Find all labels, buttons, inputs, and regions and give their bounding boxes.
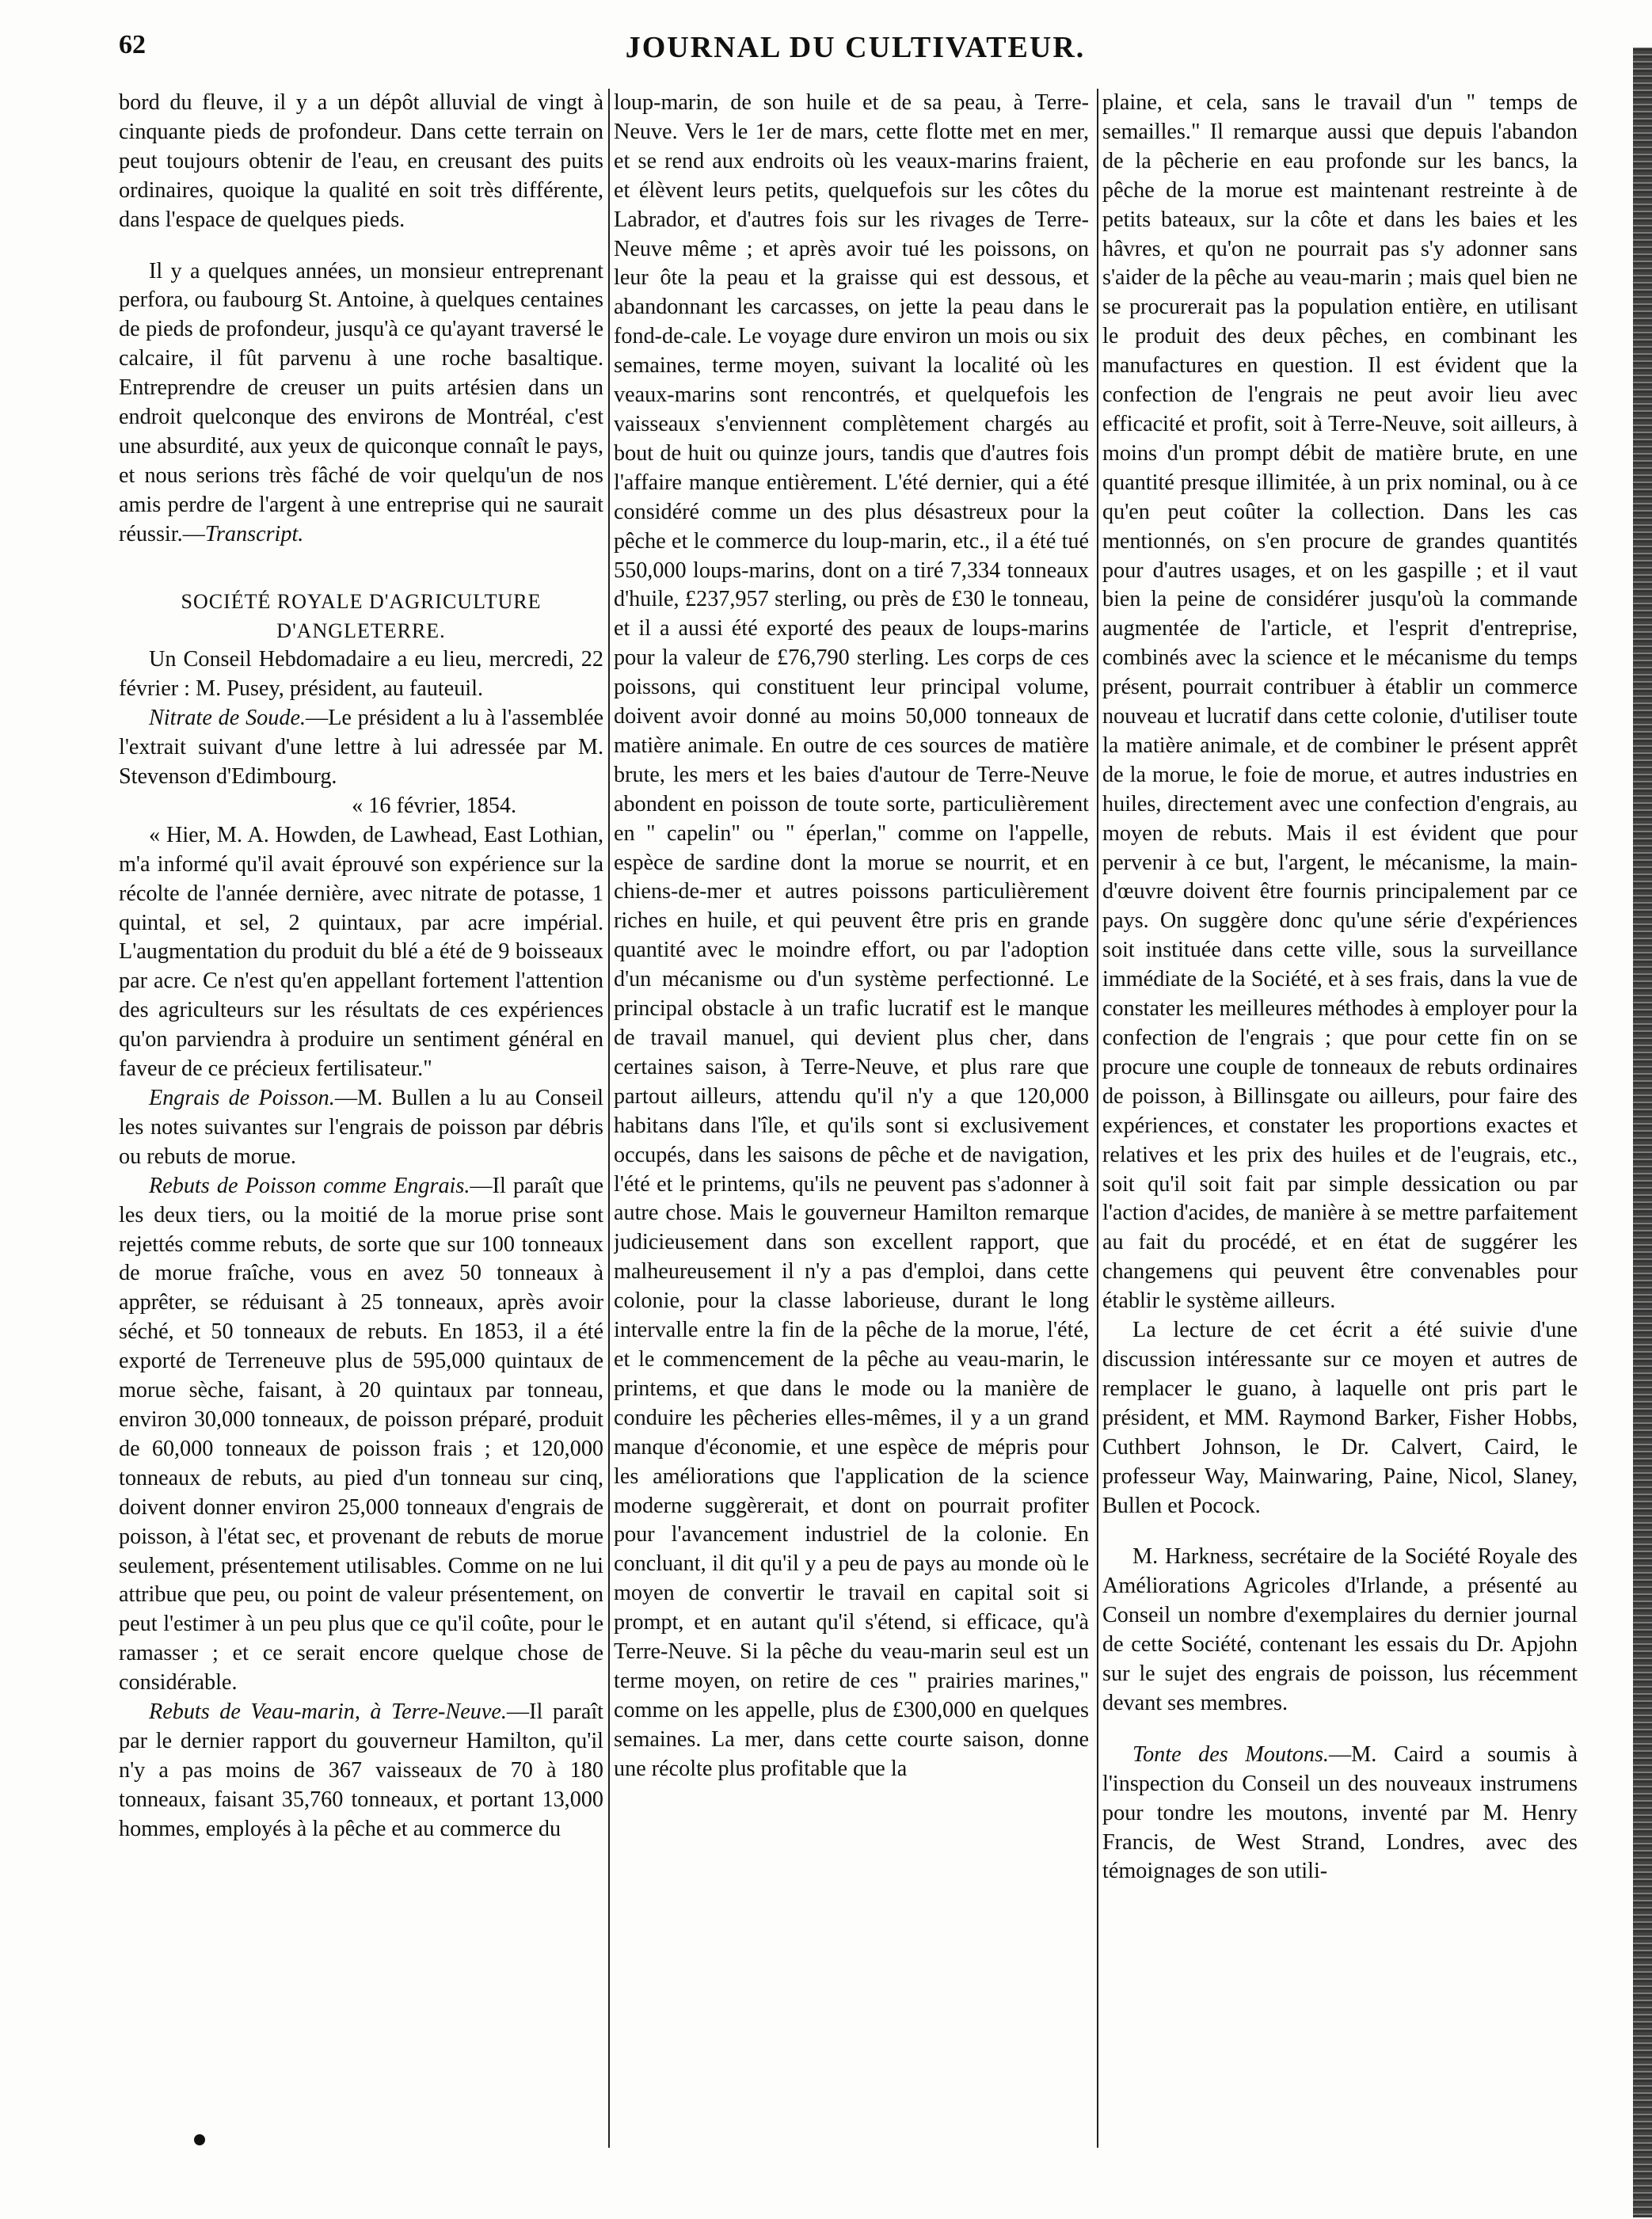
source-attribution: Transcript.	[204, 521, 304, 546]
subsection-title: Rebuts de Poisson comme Engrais.	[149, 1173, 470, 1198]
text-column-3	[1102, 89, 1578, 2164]
page-number: 62	[119, 30, 146, 59]
ink-blot	[194, 2134, 205, 2145]
section-title: D'ANGLETERRE.	[276, 619, 446, 642]
journal-title: JOURNAL DU CULTIVATEUR.	[625, 31, 1086, 64]
column-divider	[1097, 89, 1098, 2148]
letter-date: « 16 février, 1854.	[352, 793, 516, 818]
paragraph-text: —Le président a lu à l'assemblée l'extrait suivant d'une lettre à lui adressée par M. Stevenson d'Edimbourg.	[119, 706, 603, 790]
subsection-title: Nitrate de Soude.	[149, 706, 306, 731]
paragraph-text: Il y a quelques années, un monsieur entreprenant perfora, ou faubourg St. Antoine, à quelques centaines de pieds de profondeur, jusqu'à ce qu'ayant traversé le calcaire, il fût parvenu à une roche basaltique. Entreprendre de creuser un puits artésien dans un endroit quelconque des environs de Montréal, c'est une absurdité, aux yeux de quiconque connaît le pays, et nous serions très fâché de voir quelqu'un de nos amis perdre de l'argent à une entreprise qui ne saurait réussir.—	[119, 258, 603, 546]
paragraph: bord du fleuve, il y a un dépôt alluvial de vingt à cinquante pieds de profondeur. Dans cette terrain on peut toujours obtenir de l'eau, en creusant des puits ordinaires, quoique la qualité en soit très différente, dans l'espace de quelques pieds.	[119, 90, 603, 232]
paragraph	[119, 1698, 603, 1844]
page-edge-shadow	[1633, 48, 1652, 2217]
paragraph	[1102, 1741, 1578, 1887]
paragraph: loup-marin, de son huile et de sa peau, à Terre-Neuve. Vers le 1er de mars, cette flotte met en mer, et se rend aux endroits où les veaux-marins fraient, et élèvent leurs petits, quelquefois sur les côtes du Labrador, et d'autres fois sur les rivages de Terre-Neuve même ; et après avoir tué les poissons, on leur ôte la peau et la graisse qui est dessous, et abandonnant les carcasses, on jette la peau dans le fond-de-cale. Le voyage dure environ un mois ou six semaines, terme moyen, suivant la localité où les veaux-marins sont rencontrés, et quelquefois les vaisseaux s'enviennent complètement chargés au bout de huit ou quinze jours, tandis que d'autres fois l'affaire manque entièrement. L'été dernier, qui a été considéré comme un des plus désastreux pour la pêche et le commerce du loup-marin, etc., il a été tué 550,000 loups-marins, dont on a tiré 7,334 tonneaux d'huile, £237,957 sterling, ou près de £30 le tonneau, et il a aussi été exporté des peaux de loups-marins pour la valeur de £76,790 sterling. Les corps de ces poissons, qui constituent leur principal volume, doivent avoir donné au moins 50,000 tonneaux de matière animale. En outre de ces sources de matière brute, les mers et les baies d'autour de Terre-Neuve abondent en poisson de toute sorte, particulièrement en " capelin" ou " éperlan," comme on l'appelle, espèce de sardine dont la morue se nourrit, et en chiens-de-mer et autres poissons particulièrement riches en huile, et qui peuvent être pris en grande quantité avec le moindre effort, ou par l'adoption d'un mécanisme ou d'un système perfectionné. Le principal obstacle à un trafic lucratif est le manque de travail manuel, qui devient plus cher, dans certaines saison, à Terre-Neuve, et plus rare que partout ailleurs, attendu qu'il n'y a que 120,000 habitans dans l'île, et qu'ils sont si exclusivement occupés, dans les saisons de pêche et de navigation, l'été et le printems, qu'ils ne peuvent pas s'adonner à autre chose. Mais le gouverneur Hamilton remarque judicieusement dans son excellent rapport, que malheureusement il n'y a pas d'emploi, dans cette colonie, pour la classe laborieuse, durant le long intervalle entre la fin de la pêche de la morue, l'été, et le commencement de la pêche au veau-marin, le printems, et que dans le mode ou la manière de conduire les pêcheries elles-mêmes, il y a un grand manque d'économie, et une espèce de mépris pour les améliorations que l'application de la science moderne suggèrerait, et dont on pourrait profiter pour l'avancement industriel de la colonie. En concluant, il dit qu'il y a peu de pays au monde où le moyen de convertir le travail en capital soit si prompt, et en autant qu'il s'étend, si efficace, qu'à Terre-Neuve. Si la pêche du veau-marin seul est un terme moyen, on retire de ces " prairies marines," comme on les appelle, plus de £300,000 en quelques semaines. La mer, dans cette courte saison, donne une récolte plus profitable que la	[614, 90, 1089, 1781]
paragraph: M. Harkness, secrétaire de la Société Royale des Améliorations Agricoles d'Irlande, a présenté au Conseil un nombre d'exemplaires du dernier journal de cette Société, contenant les essais du Dr. Apjohn sur le sujet des engrais de poisson, lus récemment devant ses membres.	[1102, 1544, 1578, 1715]
page-header	[119, 30, 1592, 78]
subsection-title: Rebuts de Veau-marin, à Terre-Neuve.	[149, 1699, 507, 1725]
paragraph-text: —M. Bullen a lu au Conseil les notes suivantes sur l'engrais de poisson par débris ou rebuts de morue.	[119, 1086, 603, 1169]
text-column-2	[614, 89, 1089, 2164]
paragraph	[119, 1172, 603, 1698]
paragraph	[119, 1084, 603, 1172]
paragraph	[119, 704, 603, 792]
text-column-1	[119, 89, 603, 2164]
paragraph: « Hier, M. A. Howden, de Lawhead, East Lothian, m'a informé qu'il avait éprouvé son expérience sur la récolte de l'année dernière, avec nitrate de potasse, 1 quintal, et sel, 2 quintaux, par acre impérial. L'augmentation du produit du blé a été de 9 boisseaux par acre. Ce n'est qu'en appellant fortement l'attention des agriculteurs sur les résultats de ces expériences qu'on parviendra à produire un sentiment général en faveur de ce précieux fertilisateur."	[119, 822, 603, 1082]
subsection-title: Tonte des Moutons.	[1132, 1741, 1329, 1767]
paragraph: plaine, et cela, sans le travail d'un " temps de semailles." Il remarque aussi que depuis l'abandon de la pêcherie en eau profonde sur les bancs, la pêche de la morue est maintenant restreinte à de petits bateaux, sur la côte et dans les baies et les hâvres, et qu'on ne pourrait pas s'y adonner sans s'aider de la pêche au veau-marin ; mais quel bien ne se procurerait pas la population entière, en utilisant le produit des deux pêches, en combinant les manufactures en question. Il est évident que la confection de l'engrais ne peut avoir lieu avec efficacité et profit, soit à Terre-Neuve, soit ailleurs, à moins d'un prompt débit de matière brute, en une quantité presque illimitée, à un prix nominal, ou à ce qu'en peut coûter la collection. Dans les cas mentionnés, on s'en procure de grandes quantités pour d'autres usages, et on les gaspille ; et il vaut bien la peine de considérer jusqu'où la commande augmentée de l'article, et l'esprit d'entreprise, combinés avec la science et le mécanisme du temps présent, pourrait contribuer à établir un commerce nouveau et lucratif dans cette colonie, d'utiliser toute la matière animale, et de combiner le présent apprêt de la morue, le foie de morue, et autres industries en huiles, directement avec une confection d'engrais, au moyen de rebuts. Mais il est évident que pour pervenir à ce but, l'argent, le mécanisme, la main-d'œuvre doivent être fournis principalement par ce pays. On suggère donc qu'une série d'expériences soit instituée dans cette ville, sous la surveillance immédiate de la Société, et à ses frais, dans la vue de constater les meilleures méthodes à employer pour la confection de l'engrais ; que pour cette fin on se procure une couple de tonneaux de rebuts ordinaires de poisson, à Billinsgate ou ailleurs, pour faire des expériences, et constater les proportions exactes et relatives et les prix des huiles et de l'eugrais, etc., soit qu'il soit fait par simple dessication ou par l'action d'acides, de manière à se mettre parfaitement au fait du procédé, et en état de suggérer les changemens qui peuvent être convenables pour établir le système ailleurs.	[1102, 90, 1578, 1314]
paragraph: Un Conseil Hebdomadaire a eu lieu, mercredi, 22 février : M. Pusey, président, au fauteuil.	[119, 647, 603, 702]
paragraph	[119, 257, 603, 550]
subsection-title: Engrais de Poisson.	[149, 1086, 335, 1110]
section-title: SOCIÉTÉ ROYALE D'AGRICULTURE	[181, 589, 542, 613]
column-divider	[608, 89, 610, 2148]
paragraph-text: —M. Caird a soumis à l'inspection du Conseil un des nouveaux instrumens pour tondre les moutons, inventé par M. Henry Francis, de West Strand, Londres, avec des témoignages de son utili-	[1102, 1741, 1578, 1884]
paragraph-text: —Il paraît par le dernier rapport du gouverneur Hamilton, qu'il n'y a pas moins de 367 vaisseaux de 70 à 180 tonneaux, faisant 35,760 tonneaux, et portant 13,000 hommes, employés à la pêche et au commerce du	[119, 1699, 603, 1841]
paragraph-text: —Il paraît que les deux tiers, ou la moitié de la morue prise sont rejettés comme rebuts, de sorte que sur 100 tonneaux de morue fraîche, vous en avez 50 tonneaux à apprêter, se réduisant à 25 tonneaux, après avoir séché, et 50 tonneaux de rebuts. En 1853, il a été exporté de Terreneuve plus de 595,000 quintaux de morue sèche, faisant, à 20 quintaux par tonneau, environ 30,000 tonneaux, de poisson préparé, produit de 60,000 tonneaux de poisson frais ; et 120,000 tonneaux de rebuts, au pied d'un tonneau sur cinq, doivent donner environ 25,000 tonneaux d'engrais de poisson, à l'état sec, et provenant de rebuts de morue seulement, présentement utilisables. Comme on ne lui attribue que peu, ou point de valeur présentement, on peut l'estimer à un peu plus que ce qu'il coûte, pour le ramasser ; et ce serait encore quelque chose de considérable.	[119, 1173, 603, 1696]
paragraph: La lecture de cet écrit a été suivie d'une discussion intéressante sur ce moyen et autres de remplacer le guano, à laquelle ont pris part le président, et MM. Raymond Barker, Fisher Hobbs, Cuthbert Johnson, le Dr. Calvert, Caird, le professeur Way, Mainwaring, Paine, Nicol, Slaney, Bullen et Pocock.	[1102, 1318, 1578, 1518]
